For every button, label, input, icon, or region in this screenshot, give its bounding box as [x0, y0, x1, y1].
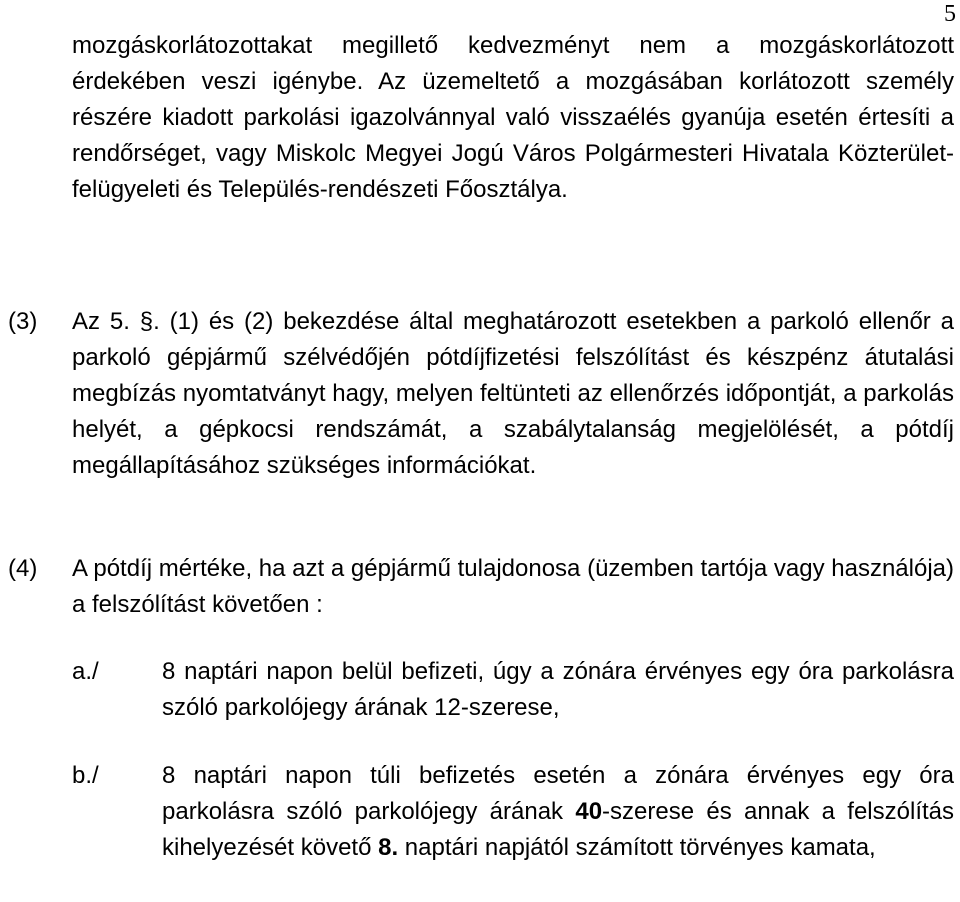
paragraph-text: Az 5. §. (1) és (2) bekezdése által meghatározott esetekben a parkoló ellenőr a parkoló gépjármű szélvédőjén pótdíjfizetési felszólítást és készpénz átutalási megbízás nyomtatványt hagy, melyen feltünteti az ellenőrzés időpontját, a parkolás helyét, a gépkocsi rendszámát, a szabálytalanság megjelölését, a pótdíj megállapításához szükséges információkat. — [72, 308, 954, 479]
item-label: b./ — [72, 762, 99, 789]
item-text: 8 naptári napon belül befizeti, úgy a zónára érvényes egy óra parkolásra szóló parkolójegy árának 12-szerese, — [162, 658, 954, 721]
paragraph-text: A pótdíj mértéke, ha azt a gépjármű tulajdonosa (üzemben tartója vagy használója) a felszólítást követően : — [72, 555, 954, 618]
page-number: 5 — [944, 1, 956, 27]
paragraph-3 — [8, 304, 954, 484]
item-text — [162, 758, 954, 866]
paragraph-number: (3) — [8, 308, 38, 335]
item-text-part: naptári napjától számított törvényes kamata, — [398, 834, 876, 861]
multiplier-value: 40 — [575, 798, 603, 825]
paragraph-number: (4) — [8, 555, 38, 582]
list-item-a — [72, 654, 954, 726]
intro-paragraph: mozgáskorlátozottakat megillető kedvezményt nem a mozgáskorlátozott érdekében veszi igénybe. Az üzemeltető a mozgásában korlátozott személy részére kiadott parkolási igazolvánnyal való visszaélés gyanúja esetén értesíti a rendőrséget, vagy Miskolc Megyei Jogú Város Polgármesteri Hivatala Közterület-felügyeleti és Település-rendészeti Főosztálya. — [72, 32, 954, 203]
day-number: 8. — [378, 834, 399, 861]
list-item-b — [72, 758, 954, 866]
item-text-part: 8 naptári napon túli befizetés esetén a zónára érvényes egy óra parkolásra szóló parkolójegy árának — [162, 762, 954, 825]
paragraph-4 — [8, 551, 954, 623]
item-text-part: -szerese és annak a felszólítás kihelyezését követő — [162, 798, 954, 861]
item-label: a./ — [72, 658, 99, 685]
